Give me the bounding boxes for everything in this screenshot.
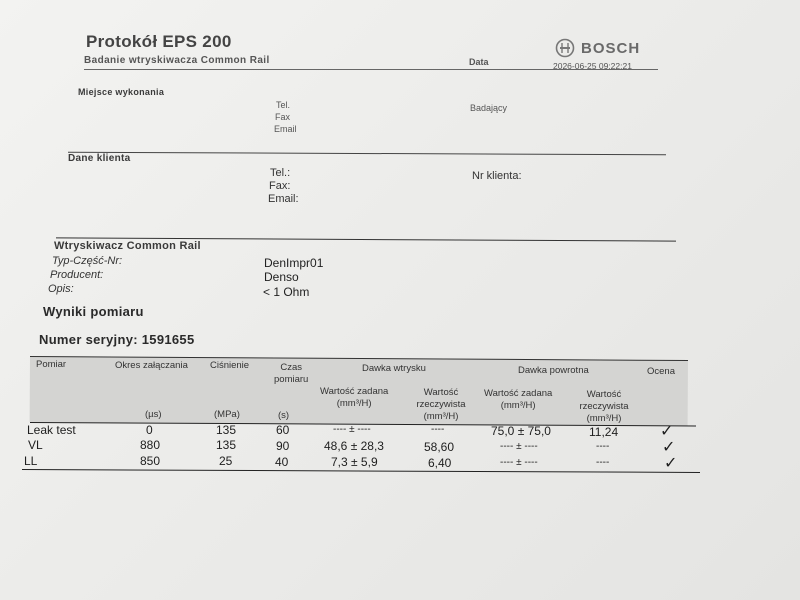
row-czas: 90 <box>276 439 290 453</box>
row-ok-check-icon: ✓ <box>660 423 674 440</box>
row-return-actual: ---- <box>596 441 610 452</box>
type-part-value: DenImpr01 <box>264 256 324 270</box>
table-bottom-border <box>22 469 700 473</box>
return-actual-line-3: (mm³/H) <box>586 413 622 424</box>
row-return-actual: ---- <box>596 457 610 468</box>
row-injection-actual: 6,40 <box>428 456 452 470</box>
producer-label: Producent: <box>50 269 104 281</box>
row-ok-check-icon: ✓ <box>664 455 678 472</box>
row-name: Leak test <box>27 423 76 437</box>
client-email-label: Email: <box>268 193 299 205</box>
czas-line-2: pomiaru <box>274 374 309 385</box>
client-number-label: Nr klienta: <box>472 170 522 182</box>
document-title: Protokół EPS 200 <box>86 32 232 51</box>
row-okres: 880 <box>140 438 161 452</box>
row-injection-actual: ---- <box>431 424 445 435</box>
row-czas: 40 <box>275 455 289 469</box>
location-email-label: Email <box>274 124 297 134</box>
unit-seconds: (s) <box>278 410 290 421</box>
return-actual-line-2: rzeczywista <box>579 401 629 412</box>
brand-logo <box>555 38 640 58</box>
injection-actual-line-3: (mm³/H) <box>423 411 459 422</box>
row-cisnienie: 135 <box>216 438 237 452</box>
col-header-cisnienie: Ciśnienie <box>210 360 250 371</box>
producer-value: Denso <box>264 270 299 284</box>
unit-microseconds: (µs) <box>145 409 162 420</box>
row-return-target: ---- ± ---- <box>500 457 538 468</box>
description-value: < 1 Ohm <box>263 285 310 299</box>
client-tel-label: Tel.: <box>270 167 291 179</box>
location-heading: Miejsce wykonania <box>78 87 165 97</box>
injection-actual-line-1: Wartość <box>423 387 459 398</box>
return-target-line-2: (mm³/H) <box>500 400 536 411</box>
location-divider <box>68 152 666 156</box>
injector-heading: Wtryskiwacz Common Rail <box>54 240 201 252</box>
description-label: Opis: <box>48 283 74 295</box>
col-header-ocena: Ocena <box>647 366 675 377</box>
row-okres: 0 <box>146 423 153 437</box>
date-label: Data <box>469 57 489 67</box>
tester-label: Badający <box>470 103 508 113</box>
row-injection-target: ---- ± ---- <box>333 424 371 435</box>
row-ok-check-icon: ✓ <box>662 439 676 456</box>
client-fax-label: Fax: <box>269 180 291 192</box>
col-header-injection-target <box>320 386 388 410</box>
client-heading: Dane klienta <box>68 153 131 164</box>
col-header-pomiar: Pomiar <box>36 359 67 370</box>
results-heading: Wyniki pomiaru <box>43 304 144 319</box>
date-value: 2026-06-25 09:22:21 <box>553 61 632 71</box>
return-target-line-1: Wartość zadana <box>484 388 553 399</box>
row-return-target: ---- ± ---- <box>500 441 538 452</box>
serial-number: Numer seryjny: 1591655 <box>39 332 195 347</box>
injection-target-line-1: Wartość zadana <box>320 386 389 397</box>
col-group-dawka-powrotna: Dawka powrotna <box>518 365 589 376</box>
location-tel-label: Tel. <box>276 100 291 110</box>
unit-mpa: (MPa) <box>214 409 240 420</box>
col-group-dawka-wtrysku: Dawka wtrysku <box>362 363 426 374</box>
row-name: LL <box>24 454 38 468</box>
header-divider <box>84 69 658 70</box>
injection-target-line-2: (mm³/H) <box>336 398 372 409</box>
row-injection-target: 7,3 ± 5,9 <box>331 455 378 469</box>
return-actual-line-1: Wartość <box>586 389 622 400</box>
row-cisnienie: 25 <box>219 454 233 468</box>
injection-actual-line-2: rzeczywista <box>416 399 466 410</box>
row-injection-actual: 58,60 <box>424 440 455 454</box>
document-subtitle: Badanie wtryskiwacza Common Rail <box>84 55 270 66</box>
col-header-return-target <box>484 388 552 412</box>
type-part-label: Typ-Część-Nr: <box>52 255 123 267</box>
brand-name: BOSCH <box>581 39 641 57</box>
row-okres: 850 <box>140 454 161 468</box>
row-cisnienie: 135 <box>216 423 237 437</box>
czas-line-1: Czas <box>280 362 302 373</box>
bosch-armature-icon <box>555 38 575 58</box>
row-injection-target: 48,6 ± 28,3 <box>324 439 384 453</box>
col-header-return-actual <box>576 389 632 425</box>
col-header-czas <box>274 362 308 386</box>
col-header-okres: Okres załączania <box>115 360 188 371</box>
location-fax-label: Fax <box>275 112 291 122</box>
row-return-target: 75,0 ± 75,0 <box>491 424 551 438</box>
row-czas: 60 <box>276 423 290 437</box>
col-header-injection-actual <box>413 387 469 423</box>
row-return-actual: 11,24 <box>589 425 619 439</box>
row-name: VL <box>28 438 43 452</box>
